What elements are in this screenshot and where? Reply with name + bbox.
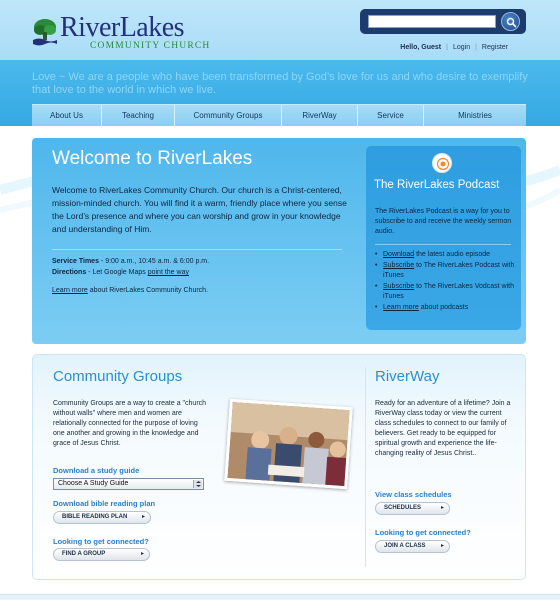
podcast-text: The RiverLakes Podcast is a way for you to subscribe to and receive the weekly sermon audio. <box>375 208 512 235</box>
schedules-button[interactable]: SCHEDULES ▸ <box>375 502 450 515</box>
main-nav <box>32 104 526 126</box>
bible-reading-plan-button[interactable]: BIBLE READING PLAN ▸ <box>53 511 151 524</box>
column-divider <box>365 367 366 567</box>
greeting: Hello, Guest <box>400 44 442 51</box>
class-schedules-label: View class schedules <box>375 490 452 499</box>
logo-name: RiverLakes <box>60 12 185 43</box>
riverway-text: Ready for an adventure of a lifetime? Join a RiverWay class today or view the current class schedules to connect to our family of believers. Get ready to be equipped for spiritual growth and experience the life-changing reality of Jesus Christ.. <box>375 400 511 457</box>
divider <box>375 244 511 245</box>
subscribe-podcast-link[interactable]: Subscribe <box>383 262 415 269</box>
learn-more-podcasts-link[interactable]: Learn more <box>383 304 419 311</box>
community-group-photo <box>224 399 352 489</box>
tree-logo-icon <box>32 18 58 46</box>
arrow-right-icon: ▸ <box>440 505 444 511</box>
learn-more-line <box>52 287 208 294</box>
nav-teaching[interactable]: Teaching <box>102 105 175 127</box>
logo-subtitle: COMMUNITY CHURCH <box>90 41 211 51</box>
community-groups-text: Community Groups are a way to create a "church without walls" where men and women are relationally connected for the purpose of loving one another and growing in the knowledge and grace of Jesus Christ. <box>53 400 207 447</box>
list-item: • Learn more about podcasts <box>375 303 517 313</box>
nav-about-us[interactable]: About Us <box>32 105 102 127</box>
community-groups-title: Community Groups <box>53 368 183 385</box>
learn-more-link[interactable]: Learn more <box>52 287 88 294</box>
get-connected-label: Looking to get connected? <box>375 528 471 537</box>
nav-riverway[interactable]: RiverWay <box>282 105 358 127</box>
join-a-class-button[interactable]: JOIN A CLASS ▸ <box>375 540 450 553</box>
get-connected-label: Looking to get connected? <box>53 537 149 546</box>
search-bar <box>360 9 526 34</box>
list-item: • Subscribe to The RiverLakes Vodcast with iTunes <box>375 282 517 302</box>
welcome-text: Welcome to RiverLakes Community Church. Our church is a Christ-centered, mission-minded church. You will find it a warm, friendly place where you sense the Lord’s presence and where you can worship and grow in your knowledge and understanding of Him. <box>52 185 347 234</box>
search-icon <box>506 17 517 28</box>
nav-service[interactable]: Service <box>358 105 424 127</box>
tagline: Love ~ We are a people who have been transformed by God’s love for us and who desire to exemplify that love to the world in which we live. <box>32 71 528 96</box>
arrow-right-icon: ▸ <box>141 514 145 520</box>
study-guide-select[interactable] <box>53 478 204 490</box>
select-arrows-icon <box>193 480 202 488</box>
podcast-links <box>375 250 517 314</box>
arrow-right-icon: ▸ <box>440 543 444 549</box>
service-info <box>52 256 209 278</box>
study-guide-select-value: Choose A Study Guide <box>58 480 129 487</box>
learn-more-text: about RiverLakes Community Church. <box>87 287 209 294</box>
site-header <box>0 0 560 60</box>
directions-text: - Let Google Maps <box>86 269 148 276</box>
search-button[interactable] <box>501 12 520 31</box>
download-link[interactable]: Download <box>383 251 415 258</box>
podcast-title: The RiverLakes Podcast <box>374 179 500 191</box>
list-item: • Subscribe to The RiverLakes Podcast with iTunes <box>375 261 517 281</box>
user-links: Hello, Guest | Login | Register <box>400 44 508 51</box>
podcast-icon <box>432 153 452 173</box>
register-link[interactable]: Register <box>481 44 508 51</box>
list-item: • Download the latest audio episode <box>375 250 517 260</box>
service-times-label: Service Times <box>52 258 99 265</box>
study-guide-label: Download a study guide <box>53 466 140 475</box>
footer-divider <box>0 594 560 600</box>
subscribe-vodcast-link[interactable]: Subscribe <box>383 283 415 290</box>
divider <box>52 249 342 250</box>
search-input[interactable] <box>368 15 496 28</box>
login-link[interactable]: Login <box>452 44 471 51</box>
lower-panel <box>32 354 526 580</box>
directions-link[interactable]: point the way <box>147 269 189 276</box>
nav-ministries[interactable]: Ministries <box>458 111 492 120</box>
directions-label: Directions <box>52 269 87 276</box>
bible-plan-label: Download bible reading plan <box>53 499 156 508</box>
riverway-title: RiverWay <box>375 368 440 385</box>
service-times-text: - 9:00 a.m., 10:45 a.m. & 6:00 p.m. <box>98 258 210 265</box>
nav-community-groups[interactable]: Community Groups <box>175 105 282 127</box>
welcome-title: Welcome to RiverLakes <box>52 148 253 169</box>
podcast-box <box>366 146 521 330</box>
arrow-right-icon: ▸ <box>140 551 144 557</box>
find-a-group-button[interactable]: FIND A GROUP ▸ <box>53 548 150 561</box>
